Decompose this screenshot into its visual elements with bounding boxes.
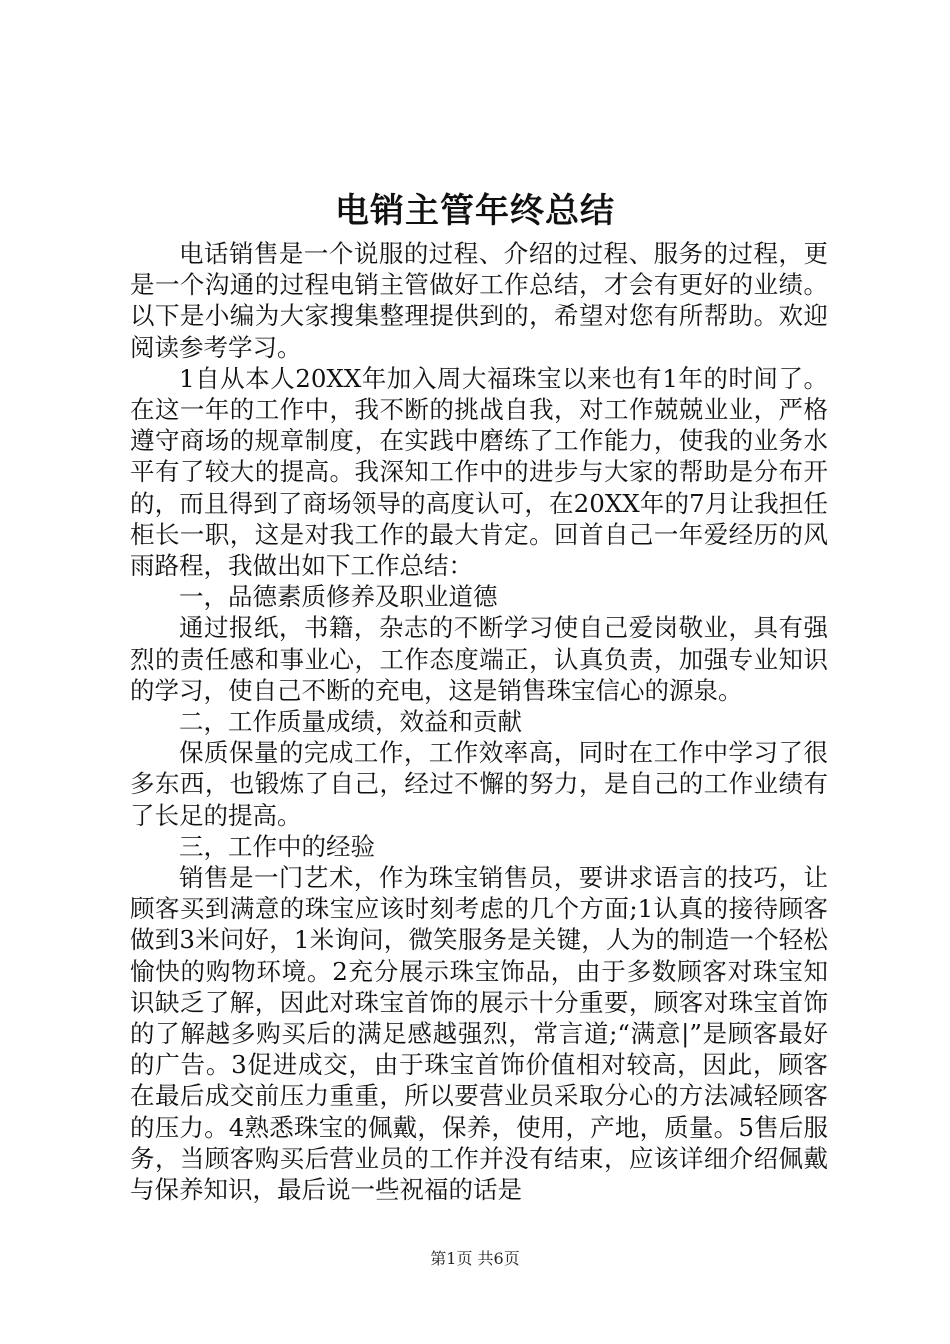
- paragraph-intro: 电话销售是一个说服的过程、介绍的过程、服务的过程，更是一个沟通的过程电销主管做好工作总结，才会有更好的业绩。以下是小编为大家搜集整理提供到的，希望对您有所帮助。欢迎阅读参考学习。: [130, 239, 828, 362]
- paragraph-quality: 保质保量的完成工作，工作效率高，同时在工作中学习了很多东西，也锻炼了自己，经过不懈的努力，是自己的工作业绩有了长足的提高。: [130, 738, 828, 830]
- paragraph-experience: 销售是一门艺术，作为珠宝销售员，要讲求语言的技巧，让顾客买到满意的珠宝应该时刻考虑的几个方面;1认真的接待顾客做到3米问好，1米询问，微笑服务是关键，人为的制造一个轻松愉快的购物环境。2充分展示珠宝饰品，由于多数顾客对珠宝知识缺乏了解，因此对珠宝首饰的展示十分重要，顾客对珠宝首饰的了解越多购买后的满足感越强烈，常言道;“满意|”是顾客最好的广告。3促进成交，由于珠宝首饰价值相对较高，因此，顾客在最后成交前压力重重，所以要营业员采取分心的方法减轻顾客的压力。4熟悉珠宝的佩戴，保养，使用，产地，质量。5售后服务，当顾客购买后营业员的工作并没有结束，应该详细介绍佩戴与保养知识，最后说一些祝福的话是: [130, 863, 828, 1205]
- document-body: [130, 238, 828, 1205]
- section-heading-quality: 二，工作质量成绩，效益和贡献: [179, 707, 522, 737]
- page-title: 电销主管年终总结: [335, 191, 615, 231]
- paragraph-background: 1自从本人20XX年加入周大福珠宝以来也有1年的时间了。在这一年的工作中，我不断的挑战自我，对工作兢兢业业，严格遵守商场的规章制度，在实践中磨练了工作能力，使我的业务水平有了较大的提高。我深知工作中的进步与大家的帮助是分布开的，而且得到了商场领导的高度认可，在20XX年的7月让我担任柜长一职，这是对我工作的最大肯定。回首自己一年爱经历的风雨路程，我做出如下工作总结：: [130, 363, 828, 581]
- section-heading-ethics: 一，品德素质修养及职业道德: [179, 582, 498, 612]
- paragraph-ethics: 通过报纸，书籍，杂志的不断学习使自己爱岗敬业，具有强烈的责任感和事业心，工作态度端正，认真负责，加强专业知识的学习，使自己不断的充电，这是销售珠宝信心的源泉。: [130, 613, 828, 705]
- page-footer: 第1页 共6页: [430, 1249, 520, 1268]
- section-heading-experience: 三，工作中的经验: [179, 831, 375, 861]
